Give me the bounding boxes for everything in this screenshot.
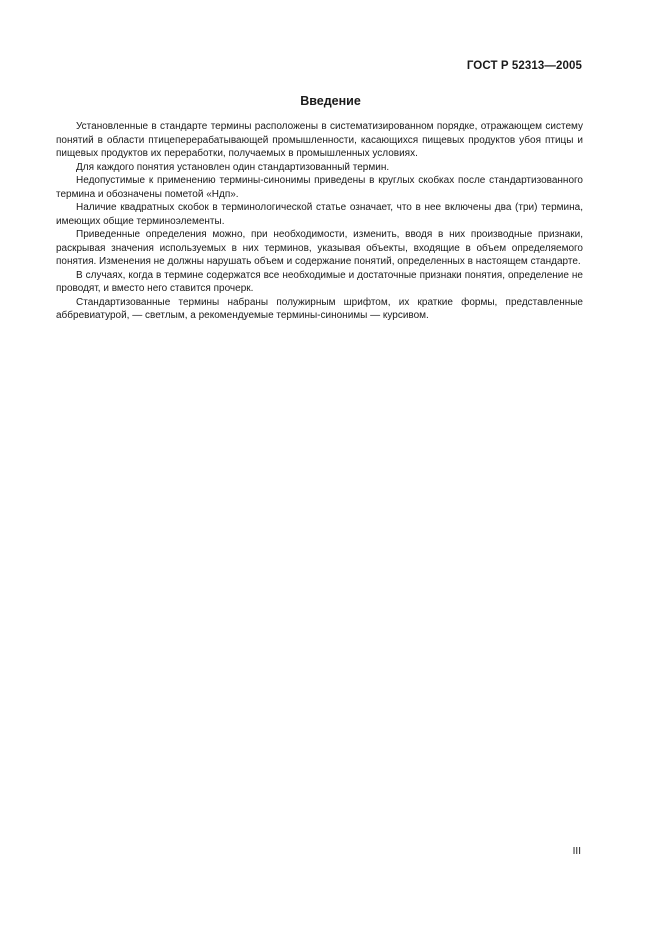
document-code: ГОСТ Р 52313—2005 <box>466 60 582 72</box>
paragraph: Приведенные определения можно, при необходимости, изменить, вводя в них производные признаки, раскрывая значения используемых в них терминов, указывая объекты, входящие в объем определяемого понятия. Изменения не должны нарушать объем и содержание понятий, определенных в настоящем стандарте. <box>56 229 583 267</box>
paragraph: Установленные в стандарте термины расположены в систематизированном порядке, отражающем систему понятий в области птицеперерабатывающей промышленности, касающихся пищевых продуктов убоя птицы и пищевых продуктов их переработки, получаемых в промышленных условиях. <box>56 121 583 159</box>
paragraph: В случаях, когда в термине содержатся все необходимые и достаточные признаки понятия, определение не проводят, и вместо него ставится прочерк. <box>56 269 583 294</box>
paragraph: Стандартизованные термины набраны полужирным шрифтом, их краткие формы, представленные аббревиатурой, — светлым, а рекомендуемые термины-синонимы — курсивом. <box>56 296 583 321</box>
paragraph: Недопустимые к применению термины-синонимы приведены в круглых скобках после стандартизованного термина и обозначены пометой «Ндп». <box>56 175 583 200</box>
paragraph: Для каждого понятия установлен один стандартизованный термин. <box>76 161 390 173</box>
paragraph: Наличие квадратных скобок в терминологической статье означает, что в нее включены два (три) термина, имеющих общие терминоэлементы. <box>56 202 583 227</box>
page-number: III <box>572 846 581 857</box>
document-body <box>56 120 583 323</box>
page-title: Введение <box>300 94 361 108</box>
